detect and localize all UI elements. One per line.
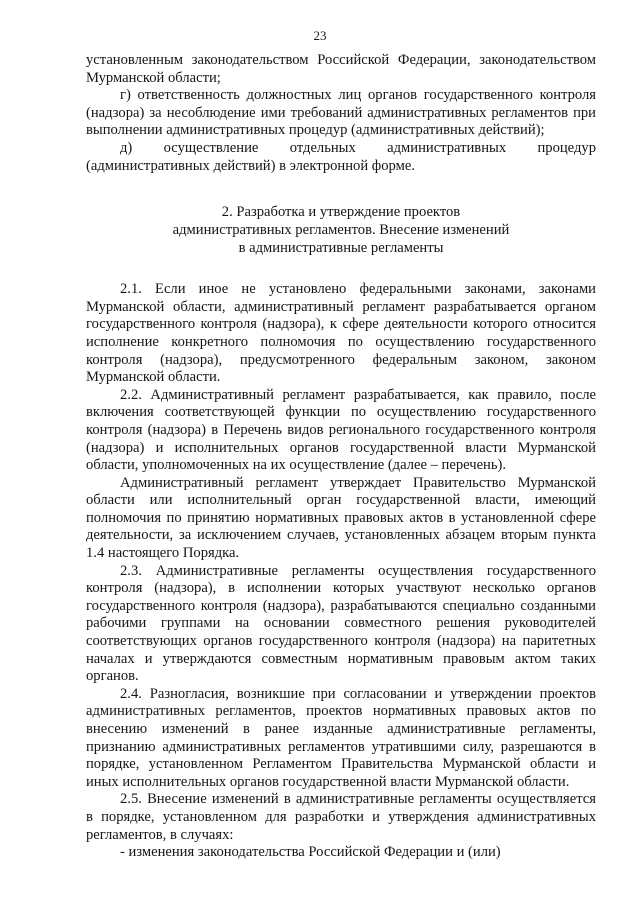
paragraph-2-2-second: Административный регламент утверждает Правительство Мурманской области или исполнительный орган государственной власти, имеющий полномочия по принятию нормативных правовых актов в установленной сфере деятельности, за исключением случаев, установленных абзацем вторым пункта 1.4 настоящего Порядка. (86, 474, 596, 562)
paragraph-2-4: 2.4. Разногласия, возникшие при согласовании и утверждении проектов административных регламентов, проектов нормативных правовых актов по внесению изменений в ранее изданные административные регламенты, признанию административных регламентов утратившими силу, разрешаются в порядке, установленном Регламентом Правительства Мурманской области и иных исполнительных органов государственной власти Мурманской области. (86, 685, 596, 790)
list-item-dash: - изменения законодательства Российской Федерации и (или) (120, 844, 501, 861)
paragraph-item-g: г) ответственность должностных лиц органов государственного контроля (надзора) за несоблюдение ими требований административных регламентов при выполнении административных процедур (административных действий); (86, 87, 596, 139)
paragraph-2-5: 2.5. Внесение изменений в административные регламенты осуществляется в порядке, установленном для разработки и утверждения административных регламентов, в случаях: (86, 791, 596, 843)
paragraph-2-3: 2.3. Административные регламенты осуществления государственного контроля (надзора), в исполнении которых участвуют несколько органов государственного контроля (надзора), разрабатываются специально созданными рабочими группами на основании совместного решения руководителей соответствующих органов государственного контроля (надзора) на паритетных началах и утверждаются совместным нормативным правовым актом таких органов. (86, 562, 596, 685)
section-heading-line-3: в административные регламенты (238, 240, 444, 257)
page-number: 23 (313, 28, 327, 43)
paragraph-item-d: д) осуществление отдельных административных процедур (административных действий) в электронной форме. (86, 139, 596, 174)
section-heading-line-1: 2. Разработка и утверждение проектов (221, 204, 461, 221)
paragraph-2-2: 2.2. Административный регламент разрабатывается, как правило, после включения соответствующей функции по осуществлению государственного контроля (надзора) в Перечень видов регионального государственного контроля (надзора) и исполнительных органов государственной власти Мурманской области, уполномоченных на их осуществление (далее – перечень). (86, 386, 596, 474)
section-heading-line-2: административных регламентов. Внесение изменений (172, 222, 510, 239)
document-body (86, 52, 596, 862)
paragraph-2-1: 2.1. Если иное не установлено федеральными законами, законами Мурманской области, административный регламент разрабатывается органом государственного контроля (надзора), к сфере деятельности которого относится исполнение конкретного полномочия по осуществлению государственного контроля (надзора), предусмотренного федеральным законом, законом Мурманской области. (86, 281, 596, 386)
paragraph-continuation: установленным законодательством Российской Федерации, законодательством Мурманской области; (86, 52, 596, 86)
section-heading (86, 203, 596, 257)
